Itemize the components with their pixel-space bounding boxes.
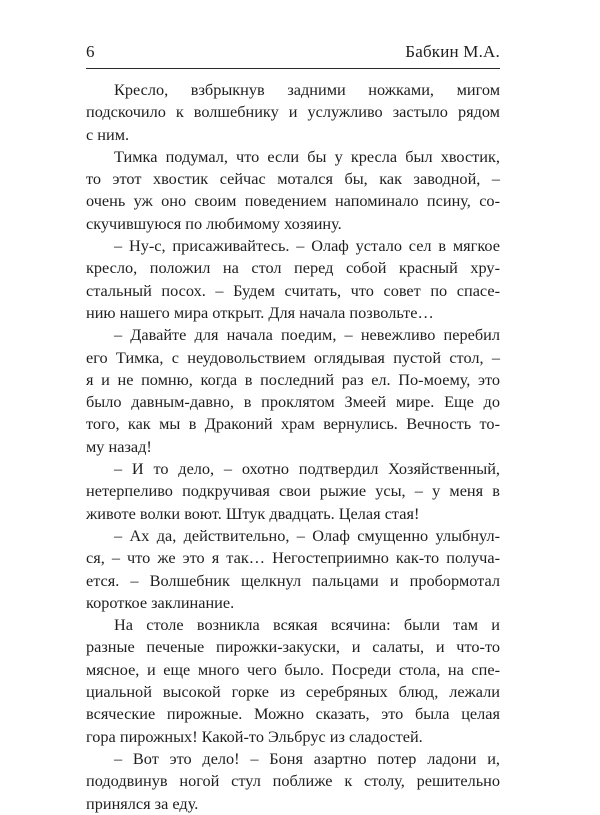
- text-line: нию нашего мира открыт. Для начала позвольте…: [86, 302, 434, 322]
- text-line: – Ах да, действительно, – Олаф смущенно улыбнул-: [114, 525, 500, 545]
- text-line: – И то дело, – охотно подтвердил Хозяйственный,: [114, 459, 500, 479]
- text-line: гора пирожных! Какой-то Эльбрус из сладостей.: [86, 726, 423, 746]
- text-line: животе волки воют. Штук двадцать. Целая стая!: [86, 503, 420, 523]
- text-line: разные печеные пирожки-закуски, и салаты, и что-то: [86, 637, 500, 657]
- text-line: то этот хвостик сейчас мотался бы, как заводной, –: [86, 169, 500, 189]
- text-line: – Ну-с, присаживайтесь. – Олаф устало сел в мягкое: [114, 236, 500, 256]
- text-line: стальный посох. – Будем считать, что совет по спасе-: [86, 280, 500, 300]
- text-line: подскочило к волшебнику и услужливо застыло рядом: [86, 102, 500, 122]
- text-line: циальной высокой горке из серебряных блюд, лежали: [86, 682, 500, 702]
- running-header: [86, 42, 500, 69]
- text-line: му назад!: [86, 436, 152, 456]
- text-line: Кресло, взбрыкнув задними ножками, мигом: [114, 80, 500, 99]
- text-line: было давным-давно, в проклятом Змеей мире. Еще до: [86, 392, 500, 412]
- page-number: 6: [86, 42, 95, 61]
- text-line: очень уж оно своим поведением напоминало псину, со-: [86, 191, 500, 211]
- text-line: кресло, положил на стол перед собой красный хру-: [86, 258, 500, 278]
- text-line: ется. – Волшебник щелкнул пальцами и пробормотал: [86, 570, 500, 590]
- text-line: того, как мы в Драконий храм вернулись. Вечность то-: [86, 414, 500, 434]
- text-line: с ним.: [86, 124, 130, 144]
- body-text: [86, 79, 500, 815]
- text-line: ся, – что же это я так… Негостеприимно как-то получа-: [86, 548, 500, 568]
- text-line: пододвинув ногой стул поближе к столу, решительно: [86, 771, 500, 791]
- text-line: нетерпеливо подкручивая свои рыжие усы, – у меня в: [86, 481, 500, 501]
- text-line: На столе возникла всякая всячина: были там и: [114, 615, 500, 635]
- text-line: его Тимка, с неудовольствием оглядывая пустой стол, –: [86, 347, 500, 367]
- text-line: я и не помню, когда в последний раз ел. По-моему, это: [86, 369, 500, 389]
- text-line: короткое заклинание.: [86, 592, 235, 612]
- text-line: принялся за еду.: [86, 793, 199, 813]
- text-line: – Давайте для начала поедим, – невежливо перебил: [114, 325, 500, 345]
- text-line: – Вот это дело! – Боня азартно потер ладони и,: [114, 748, 500, 768]
- text-line: скучившуюся по любимому хозяину.: [86, 213, 342, 233]
- author-running-head: Бабкин М.А.: [405, 42, 500, 61]
- text-line: мясное, и еще много чего было. Посреди стола, на спе-: [86, 659, 500, 679]
- text-line: всяческие пирожные. Можно сказать, это была целая: [86, 704, 500, 724]
- text-line: Тимка подумал, что если бы у кресла был хвостик,: [114, 146, 500, 166]
